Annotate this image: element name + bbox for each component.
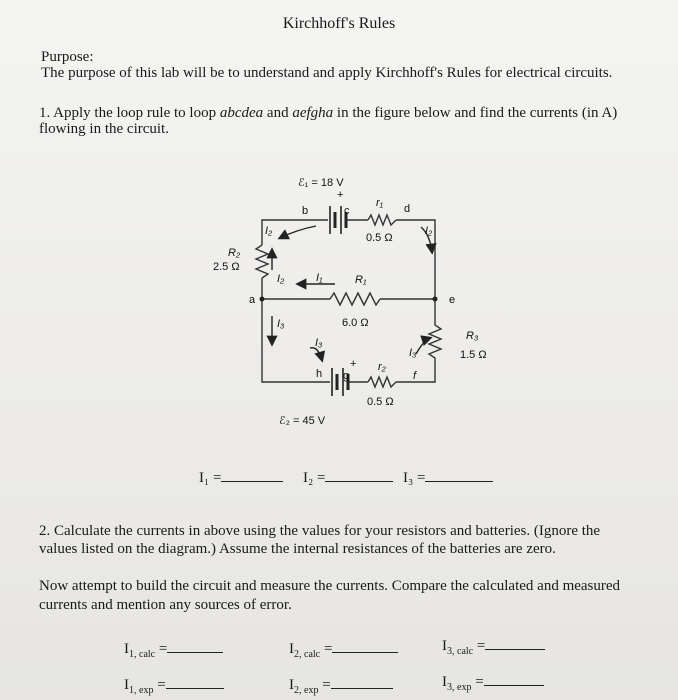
question-2-line-3: Now attempt to build the circuit and measure the currents. Compare the calculated and measured [39,578,621,594]
node-h: h [316,368,323,380]
current-i3-bottom: I₃ [315,337,323,349]
emf1-label: ℰ₁ = 18 V [298,177,344,189]
answer-i3-blank[interactable] [425,481,493,482]
answer-i1 [199,470,283,487]
answer-i1-label: I₁ = [199,470,222,486]
answer-i3-exp [442,674,544,693]
emf2-plus: + [350,358,357,370]
i2-calc-blank[interactable] [332,652,398,653]
page-title: Kirchhoff's Rules [282,15,396,32]
answer-i3-label: I₃ = [403,470,426,486]
current-i2-left: I₂ [277,273,285,285]
R3-label: R₃ [466,330,479,342]
current-i3-left: I₃ [277,318,285,330]
i2-exp-subscript: 2, exp [294,685,319,696]
node-b: b [302,205,309,217]
answer-i3 [403,470,493,487]
resistor-r2 [256,245,268,278]
i1-calc-symbol: I [124,641,129,657]
junction-e [433,297,438,302]
node-e: e [449,294,456,306]
purpose-heading: Purpose: [41,49,94,65]
q1-loop-2: aefgha [292,105,334,121]
i1-exp-symbol: I [124,677,129,693]
i2-calc-equals: = [323,641,333,657]
r2-value: 2.5 Ω [213,261,240,273]
R3-value: 1.5 Ω [460,349,487,361]
emf2-label: ℰ₂ = 45 V [279,415,326,427]
resistor-r2-internal [368,377,396,387]
node-f: f [413,370,417,382]
r2-label: R₂ [228,247,241,259]
i3-calc-blank[interactable] [485,649,545,650]
q1-intro: 1. Apply the loop rule to loop [39,105,217,121]
current-i1: I₁ [316,272,323,284]
resistor-r3 [429,299,441,362]
i3-exp-blank[interactable] [484,685,544,686]
R1-value: 6.0 Ω [342,317,369,329]
r2-internal-label: r₂ [378,361,386,373]
i2-exp-blank[interactable] [331,688,393,689]
node-a: a [249,294,256,306]
i3-calc-equals: = [476,638,486,654]
answer-i1-blank[interactable] [221,481,283,482]
node-g: g [343,370,350,382]
q1-rest: in the figure below and find the currents (in A) [336,105,618,121]
i1-exp-blank[interactable] [166,688,224,689]
i2-exp-symbol: I [289,677,294,693]
question-1-line-2: flowing in the circuit. [39,121,169,137]
q1-and: and [266,105,289,121]
current-i2-top: I₂ [265,225,273,237]
question-2-line-4: currents and mention any sources of error. [39,597,292,613]
arrow-i2-top [280,226,316,238]
purpose-text: The purpose of this lab will be to understand and apply Kirchhoff's Rules for electrical circuits. [41,65,613,81]
i1-exp-subscript: 1, exp [129,685,154,696]
i3-exp-subscript: 3, exp [447,682,472,693]
node-c: c [344,205,350,217]
i2-calc-subscript: 2, calc [294,649,321,660]
i3-calc-symbol: I [442,638,447,654]
i2-exp-equals: = [322,677,331,693]
answer-i2-calc [289,641,398,660]
i3-calc-subscript: 3, calc [447,646,474,657]
i1-exp-equals: = [157,677,166,693]
answer-i1-calc [124,641,223,660]
question-2-line-1: 2. Calculate the currents in above using the values for your resistors and batteries. (Ignore the [39,523,601,539]
answer-i2-label: I₂ = [303,470,326,486]
i1-calc-equals: = [158,641,168,657]
arrow-i3-bottom [310,348,322,360]
answer-i2-exp [289,677,393,696]
arrow-i3-right [416,338,430,354]
q1-loop-1: abcdea [219,105,264,121]
i3-exp-symbol: I [442,674,447,690]
emf1-plus: + [337,189,344,201]
answer-i1-exp [124,677,224,696]
i3-exp-equals: = [475,674,484,690]
question-2-line-2: values listed on the diagram.) Assume the internal resistances of the batteries are zero. [39,541,556,557]
i1-calc-blank[interactable] [167,652,223,653]
answer-i2-blank[interactable] [325,481,393,482]
answer-i3-calc [442,638,545,657]
r2-internal-value: 0.5 Ω [367,396,394,408]
i1-calc-subscript: 1, calc [129,649,156,660]
R1-label: R₁ [355,274,367,286]
current-i3-right: I₃ [409,347,417,359]
r1-label: r₁ [376,197,384,209]
r1-value: 0.5 Ω [366,232,393,244]
junction-a [260,297,265,302]
current-i2-right: I₂ [425,225,433,237]
resistor-r1-internal [368,215,396,225]
resistor-r1 [330,293,380,305]
node-d: d [404,203,411,215]
answer-i2 [303,470,393,487]
i2-calc-symbol: I [289,641,294,657]
